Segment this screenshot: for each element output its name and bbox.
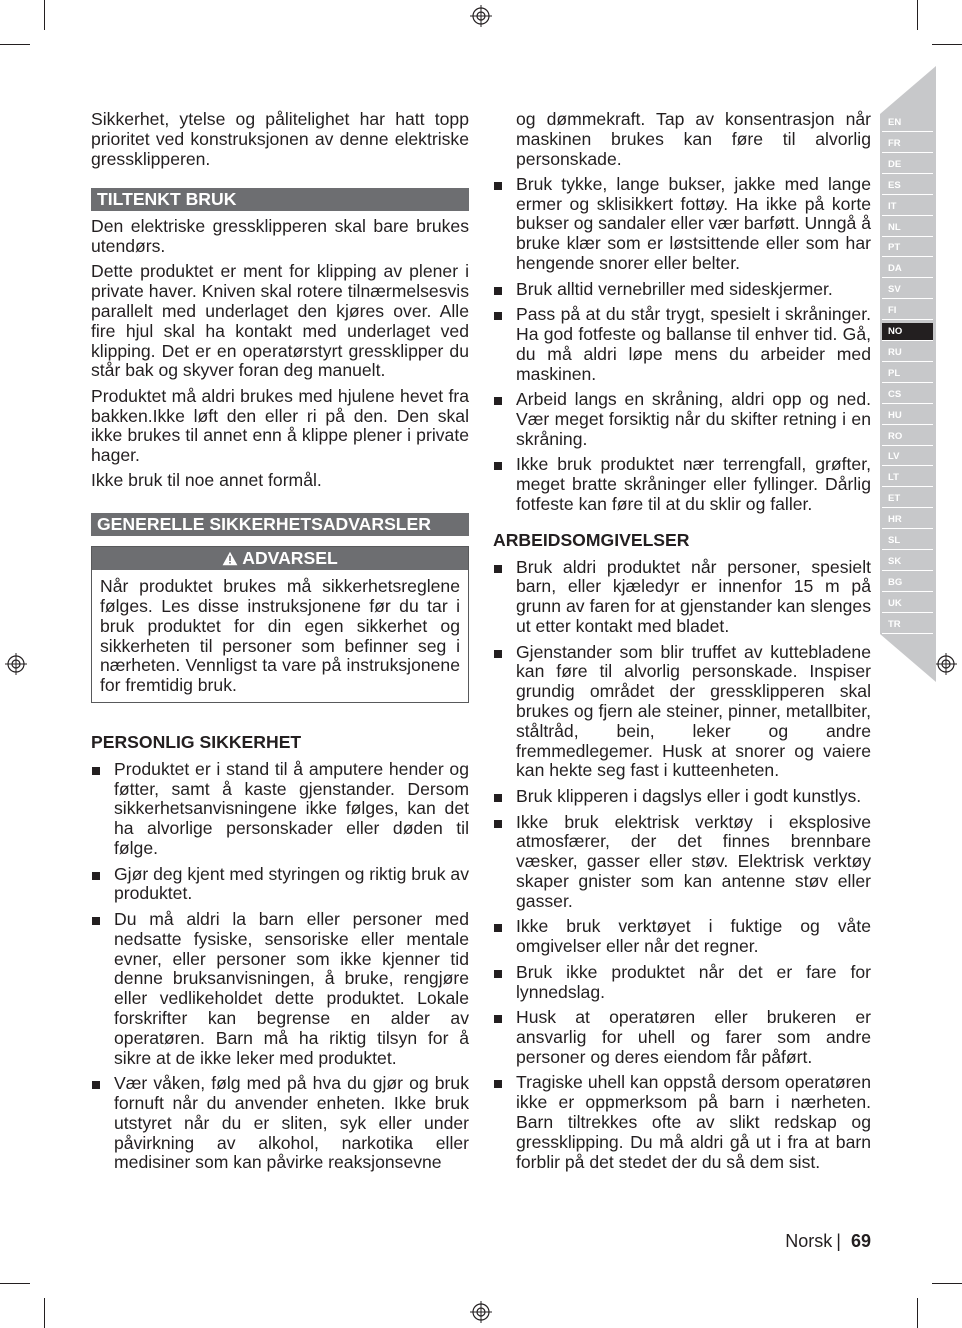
- crop-mark: [0, 1283, 30, 1284]
- registration-mark-icon: [470, 5, 492, 27]
- page-footer: [785, 1230, 871, 1252]
- crop-mark: [0, 44, 30, 45]
- paragraph: Dette produktet er ment for klipping av plener i private haver. Kniven skal rotere tilnærmelsesvis parallelt med underlaget den kjøres over. Alle fire hjul skal ha kontakt med underlaget ved klipping. Det er en operatørstyrt gressklipper du står bak og skyver foran deg manuelt.: [91, 261, 469, 381]
- warning-title: ADVARSEL: [242, 548, 338, 569]
- list-item: Produktet er i stand til å amputere hender og føtter, samt å kaste gjenstander. Dersom sikkerhetsanvisningene ikke følges, kan det ha alvorlige personskader eller døden til følge.: [91, 760, 469, 859]
- paragraph: Produktet må aldri brukes med hjulene hevet fra bakken.Ikke løft den eller ri på den. Den skal ikke brukes til annet enn å klippe plener i private hager.: [91, 385, 469, 466]
- language-tab-es[interactable]: ES: [882, 177, 933, 195]
- language-tab-lv[interactable]: LV: [882, 448, 933, 466]
- language-tab-fr[interactable]: FR: [882, 135, 933, 153]
- language-tab-fi[interactable]: FI: [882, 302, 933, 320]
- language-tab-cs[interactable]: CS: [882, 386, 933, 404]
- list-item: Bruk aldri produktet når personer, spesielt barn, eller kjæledyr er innenfor 15 m på grunn av faren for at gjenstander kan slenges ut etter kontakt med bladet.: [493, 558, 871, 637]
- warning-triangle-icon: [222, 551, 238, 566]
- language-tab-nl[interactable]: NL: [882, 219, 933, 237]
- registration-mark-icon: [470, 1301, 492, 1323]
- subheading-arbeidsomgivelser: ARBEIDSOMGIVELSER: [493, 529, 690, 550]
- warning-text: Når produktet brukes må sikkerhetsreglene følges. Les disse instruksjonene før du tar i bruk produktet for din egen sikkerhet og sikkerheten til personer som befinner seg i nærheten. Vennligst ta vare på instruksjonene for fremtidig bruk.: [100, 576, 460, 696]
- section-heading-tiltenkt-bruk: TILTENKT BRUK: [91, 188, 469, 211]
- list-item: Bruk klipperen i dagslys eller i godt kunstlys.: [493, 787, 871, 807]
- list-item: Ikke bruk verktøyet i fuktige og våte omgivelser eller når det regner.: [493, 917, 871, 957]
- list-item: Gjør deg kjent med styringen og riktig bruk av produktet.: [91, 865, 469, 905]
- language-tab-ru[interactable]: RU: [882, 344, 933, 362]
- section-heading-generelle-sikkerhetsadvarsler: GENERELLE SIKKERHETSADVARSLER: [91, 513, 469, 536]
- language-tab-tr[interactable]: TR: [882, 616, 933, 634]
- continued-paragraph: og dømmekraft. Tap av konsentrasjon når maskinen brukes kan føre til alvorlig personskade.: [516, 109, 871, 169]
- language-tab-sv[interactable]: SV: [882, 281, 933, 299]
- list-item: Husk at operatøren eller brukeren er ansvarlig for uhell og farer som andre personer og deres eiendom får påført.: [493, 1008, 871, 1067]
- list-item: Arbeid langs en skråning, aldri opp og ned. Vær meget forsiktig når du skifter retning i en skråning.: [493, 390, 871, 449]
- language-tab-hr[interactable]: HR: [882, 511, 933, 529]
- language-tab-no[interactable]: NO: [882, 323, 933, 341]
- registration-mark-icon: [935, 653, 957, 675]
- language-tab-sk[interactable]: SK: [882, 553, 933, 571]
- list-item: Bruk ikke produktet når det er fare for lynnedslag.: [493, 963, 871, 1003]
- language-tab-de[interactable]: DE: [882, 156, 933, 174]
- crop-mark: [917, 1298, 918, 1328]
- footer-separator: |: [836, 1231, 841, 1251]
- language-tab-uk[interactable]: UK: [882, 595, 933, 613]
- paragraph: Den elektriske gressklipperen skal bare brukes utendørs.: [91, 216, 469, 257]
- list-item: Du må aldri la barn eller personer med nedsatte fysiske, sensoriske eller mentale evner, eller personer som ikke kjenner tid denne bruksanvisningen, å bruke, rengjøre eller vedlikeholdet dette produktet. Lokale forskrifter kan begrense en alder av operatøren. Barn må ha riktig tilsyn for å sikre at de ikke leker med produktet.: [91, 910, 469, 1068]
- intro-paragraph: Sikkerhet, ytelse og pålitelighet har hatt topp prioritet ved konstruksjonen av denne elektriske gressklipperen.: [91, 109, 469, 169]
- page-number: 69: [850, 1231, 871, 1251]
- crop-mark: [932, 44, 962, 45]
- language-tab: [880, 66, 936, 682]
- paragraph: Ikke bruk til noe annet formål.: [91, 470, 322, 491]
- list-item: Pass på at du står trygt, spesielt i skråninger. Ha god fotfeste og ballanse til enhver tid. Gå, du må aldri løpe mens du arbeider med maskinen.: [493, 305, 871, 384]
- bullet-list: [493, 175, 871, 515]
- language-tab-hu[interactable]: HU: [882, 407, 933, 425]
- language-tab-lt[interactable]: LT: [882, 469, 933, 487]
- crop-mark: [44, 0, 45, 30]
- language-tab-pt[interactable]: PT: [882, 239, 933, 257]
- footer-language: Norsk: [785, 1231, 833, 1251]
- warning-box: [91, 546, 469, 703]
- list-item: Vær våken, følg med på hva du gjør og bruk fornuft når du anvender enheten. Ikke bruk utstyret når du er sliten, syk eller under påvirkning av alkohol, narkotika eller medisiner som kan påvirke reaksjonsevne: [91, 1074, 469, 1173]
- registration-mark-icon: [5, 653, 27, 675]
- warning-header: [92, 547, 468, 570]
- list-item: Ikke bruk produktet nær terrengfall, grøfter, meget bratte skråninger eller fyllinger. Dårlig fotfeste kan føre til at du sklir og faller.: [493, 455, 871, 514]
- subheading-personlig-sikkerhet: PERSONLIG SIKKERHET: [91, 732, 302, 753]
- list-item: Bruk tykke, lange bukser, jakke med lange ermer og sklisikkert fottøy. Ha ikke på korte bukser og sandaler eller vær barføtt. Unngå å bruke klær som er løstsittende eller som har hengende snorer eller belter.: [493, 175, 871, 274]
- crop-mark: [932, 1283, 962, 1284]
- language-tab-da[interactable]: DA: [882, 260, 933, 278]
- crop-mark: [44, 1298, 45, 1328]
- list-item: Gjenstander som blir truffet av kuttebladene kan føre til alvorlig personskade. Inspiser grundig området der gressklipperen skal brukes og fjern ale steiner, pinner, metallbiter, ståltråd, bein, leker og andre fremmedlegemer. Husk at snorer og vaiere kan hekte seg fast i kutteenheten.: [493, 643, 871, 782]
- language-tab-en[interactable]: EN: [882, 114, 933, 132]
- language-tab-sl[interactable]: SL: [882, 532, 933, 550]
- language-tab-et[interactable]: ET: [882, 490, 933, 508]
- language-tab-bg[interactable]: BG: [882, 574, 933, 592]
- list-item: Bruk alltid vernebriller med sideskjermer.: [493, 280, 871, 300]
- list-item: Ikke bruk elektrisk verktøy i eksplosive atmosfærer, der det finnes brennbare væsker, gasser eller støv. Elektrisk verktøy skaper gnister som kan antenne støv eller gasser.: [493, 813, 871, 912]
- language-tab-ro[interactable]: RO: [882, 428, 933, 446]
- language-tab-it[interactable]: IT: [882, 198, 933, 216]
- crop-mark: [917, 0, 918, 30]
- right-column: [493, 110, 871, 1178]
- bullet-list: [91, 760, 469, 1173]
- list-item: Tragiske uhell kan oppstå dersom operatøren ikke er oppmerksom på barn i nærheten. Barn tiltrekkes ofte av slikt redskap og gressklipping. Du må aldri gå ut i fra at barn forblir på det stedet der du så dem sist.: [493, 1073, 871, 1172]
- bullet-list: [493, 558, 871, 1173]
- left-column: [91, 110, 469, 1179]
- language-tab-pl[interactable]: PL: [882, 365, 933, 383]
